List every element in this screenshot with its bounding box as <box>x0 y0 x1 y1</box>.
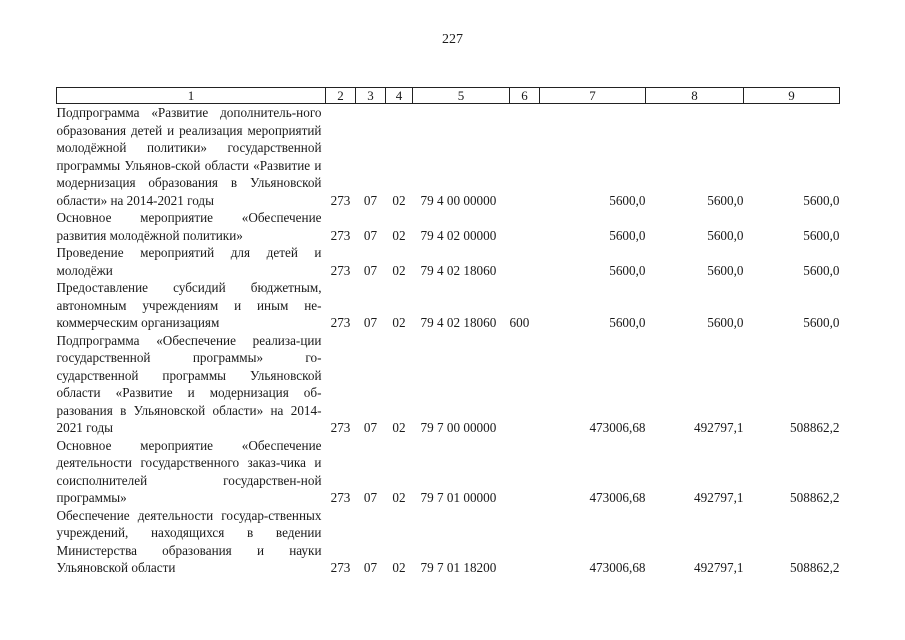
row-code: 79 4 00 00000 <box>420 192 497 208</box>
table-row <box>57 332 840 437</box>
table-row <box>57 104 840 210</box>
row-amount-2019: 5600,0 <box>609 315 646 330</box>
row-code: 79 7 01 18200 <box>420 560 497 575</box>
header-col-4: 4 <box>386 88 413 104</box>
row-name: Основное мероприятие «Обеспечение деятельности государственного заказ-чика и соисполнителей государствен-ной программы» <box>56 437 322 505</box>
row-section: 07 <box>363 420 378 435</box>
row-subsection: 02 <box>392 560 406 575</box>
row-vr <box>510 209 540 244</box>
row-vr <box>510 332 540 437</box>
row-vr <box>510 104 540 210</box>
header-col-2: 2 <box>326 88 356 104</box>
row-amount-2019: 5600,0 <box>609 227 646 243</box>
row-amount-2019: 473006,68 <box>589 420 646 435</box>
row-amount-2020: 5600,0 <box>707 262 744 278</box>
row-section: 07 <box>363 192 378 208</box>
row-amount-2021: 508862,2 <box>790 490 840 505</box>
row-section: 07 <box>363 315 378 330</box>
table-body <box>57 104 840 577</box>
table-row <box>57 507 840 577</box>
row-admin: 273 <box>330 227 351 243</box>
row-amount-2021: 5600,0 <box>803 262 840 278</box>
row-section: 07 <box>363 227 378 243</box>
row-amount-2019: 5600,0 <box>609 262 646 278</box>
header-col-1: 1 <box>57 88 326 104</box>
row-vr <box>510 507 540 577</box>
row-amount-2021: 5600,0 <box>803 227 840 243</box>
row-section: 07 <box>363 560 378 575</box>
row-amount-2019: 473006,68 <box>589 490 646 505</box>
page-number: 227 <box>442 32 463 47</box>
table-row <box>57 209 840 244</box>
row-name: Обеспечение деятельности государ-ственных учреждений, находящихся в ведении Министерства образования и науки Ульяновской области <box>56 507 322 575</box>
row-amount-2020: 5600,0 <box>707 227 744 243</box>
row-amount-2021: 5600,0 <box>803 192 840 208</box>
table-row <box>57 244 840 279</box>
row-amount-2021: 5600,0 <box>803 315 840 330</box>
header-col-8: 8 <box>646 88 744 104</box>
row-subsection: 02 <box>392 262 406 278</box>
row-amount-2020: 5600,0 <box>707 315 744 330</box>
budget-table <box>56 87 840 577</box>
row-amount-2020: 492797,1 <box>694 490 744 505</box>
row-amount-2021: 508862,2 <box>790 420 840 435</box>
row-subsection: 02 <box>392 227 406 243</box>
row-name: Подпрограмма «Развитие дополнитель-ного образования детей и реализация мероприятий молодёжной политики» государственной программы Ульянов-ской области «Развитие и модернизация образования в Ульяновской области» на 2014-2021 годы <box>56 105 322 208</box>
row-section: 07 <box>363 262 378 278</box>
row-name: Предоставление субсидий бюджетным, автономным учреждениям и иным не-коммерческим организациям <box>56 280 322 330</box>
row-code: 79 7 01 00000 <box>420 490 497 505</box>
row-amount-2021: 508862,2 <box>790 560 840 575</box>
row-vr <box>510 244 540 279</box>
row-code: 79 7 00 00000 <box>420 420 497 435</box>
row-subsection: 02 <box>392 192 406 208</box>
header-col-9: 9 <box>744 88 840 104</box>
header-row <box>57 88 840 104</box>
row-name: Подпрограмма «Обеспечение реализа-ции государственной программы» го-сударственной программы Ульяновской области «Развитие и модернизация об-разования в Ульяновской области» на 2014-2021 годы <box>56 332 322 435</box>
row-amount-2019: 5600,0 <box>609 192 646 208</box>
row-code: 79 4 02 18060 <box>420 315 497 330</box>
row-name: Основное мероприятие «Обеспечение развития молодёжной политики» <box>56 210 322 243</box>
row-subsection: 02 <box>392 490 406 505</box>
header-col-6: 6 <box>510 88 540 104</box>
table-row <box>57 437 840 507</box>
row-subsection: 02 <box>392 315 406 330</box>
row-vr: 600 <box>509 315 530 330</box>
row-name: Проведение мероприятий для детей и молодёжи <box>56 245 322 278</box>
row-section: 07 <box>363 490 378 505</box>
row-admin: 273 <box>330 315 351 330</box>
row-admin: 273 <box>330 560 351 575</box>
header-col-5: 5 <box>413 88 510 104</box>
row-amount-2019: 473006,68 <box>589 560 646 575</box>
header-col-3: 3 <box>356 88 386 104</box>
row-amount-2020: 5600,0 <box>707 192 744 208</box>
table-header <box>57 88 840 104</box>
row-vr <box>510 437 540 507</box>
row-code: 79 4 02 18060 <box>420 262 497 278</box>
row-admin: 273 <box>330 192 351 208</box>
header-col-7: 7 <box>540 88 646 104</box>
row-amount-2020: 492797,1 <box>694 420 744 435</box>
row-admin: 273 <box>330 420 351 435</box>
row-subsection: 02 <box>392 420 406 435</box>
row-code: 79 4 02 00000 <box>420 227 497 243</box>
table-row <box>57 279 840 332</box>
row-admin: 273 <box>330 490 351 505</box>
row-amount-2020: 492797,1 <box>694 560 744 575</box>
row-admin: 273 <box>330 262 351 278</box>
